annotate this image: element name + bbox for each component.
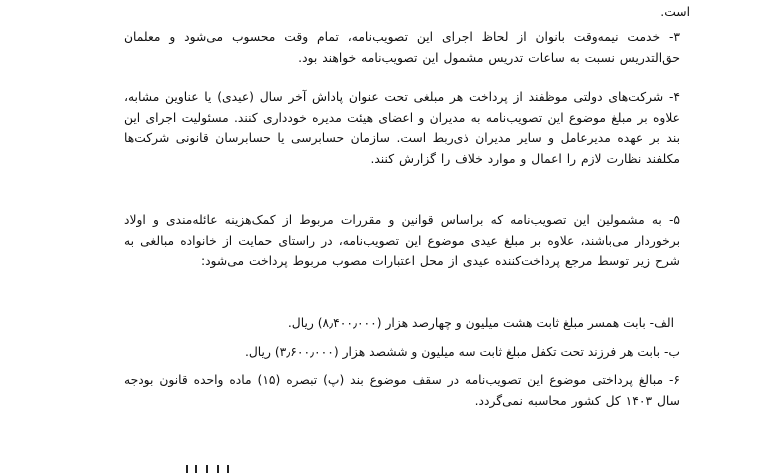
cropped-signature-marks xyxy=(186,459,232,473)
paragraph-6-text: ۶- مبالغ پرداختی موضوع این تصویب‌نامه در سقف موضوع بند (پ) تبصره (۱۵) ماده واحده قانون بودجه سال ۱۴۰۳ کل کشور محاسبه نمی‌گردد. xyxy=(124,373,681,408)
paragraph-4 xyxy=(124,87,680,169)
paragraph-3 xyxy=(124,27,680,68)
paragraph-5-text: ۵- به مشمولین این تصویب‌نامه که براساس قوانین و مقررات مربوط از کمک‌هزینه عائله‌مندی و اولاد برخوردار می‌باشند، علاوه بر مبلغ عیدی موضوع این تصویب‌نامه، در راستای حمایت از خانواده مبالغی به شرح زیر توسط مرجع پرداخت‌کننده عیدی از محل اعتبارات مصوب مربوط پرداخت می‌شود: xyxy=(124,213,680,269)
paragraph-3-text: ۳- خدمت نیمه‌وقت بانوان از لحاظ اجرای این تصویب‌نامه، تمام وقت محسوب می‌شود و معلمان حق‌التدریس نسبت به ساعات تدریس مشمول این تصویب‌نامه خواهند بود. xyxy=(124,30,680,65)
list-item-child: ب- بابت هر فرزند تحت تکفل مبلغ ثابت سه میلیون و ششصد هزار (۳٫۶۰۰٫۰۰۰) ریال. xyxy=(244,345,680,359)
list-item-spouse: الف- بابت همسر مبلغ ثابت هشت میلیون و چهارصد هزار (۸٫۴۰۰٫۰۰۰) ریال. xyxy=(287,316,674,330)
paragraph-5 xyxy=(124,210,680,272)
paragraph-4-text: ۴- شرکت‌های دولتی موظفند از پرداخت هر مبلغی تحت عنوان پاداش آخر سال (عیدی) یا عناوین مشابه، علاوه بر مبلغ موضوع این تصویب‌نامه به مدیران و اعضای هیئت مدیره خودداری کنند. مسئولیت اجرای این بند بر عهده مدیرعامل و سایر مدیران ذی‌ربط است. سازمان حسابرسی یا حسابرسان قانونی شرکت‌ها مکلفند نظارت لازم را اعمال و موارد خلاف را گزارش کنند. xyxy=(124,90,680,166)
paragraph-6 xyxy=(124,370,680,411)
top-line-fragment: است. xyxy=(660,5,690,19)
